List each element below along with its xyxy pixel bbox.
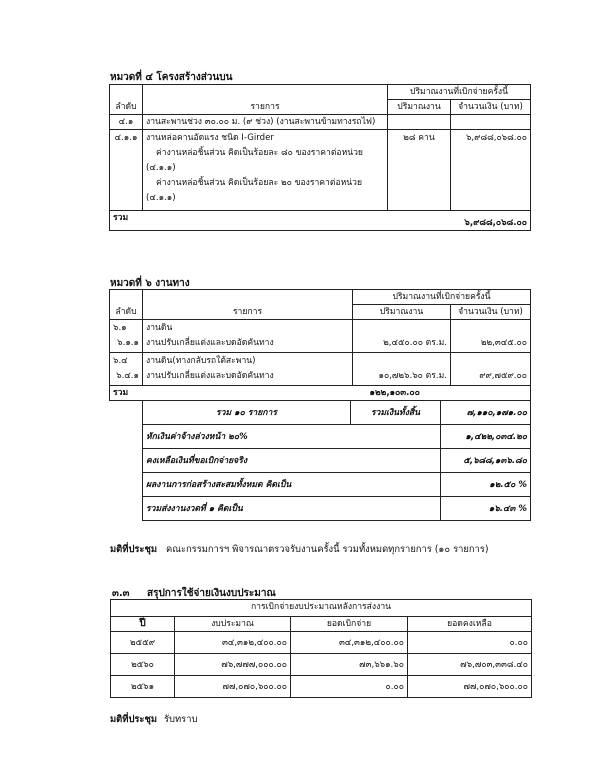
col-year-header: ปี	[111, 617, 175, 632]
col-remain-header: ยอดคงเหลือ	[408, 617, 532, 632]
col-amount-header: จำนวนเงิน (บาท)	[451, 100, 531, 115]
section6-table	[109, 289, 531, 401]
section4-title: หมวดที่ ๔ โครงสร้างส่วนบน	[110, 72, 233, 83]
table-total-row: รวม ๖,๙๘๘,๐๖๘.๐๐	[110, 211, 531, 231]
resolution-2: มติที่ประชุม รับทราบ	[110, 714, 198, 725]
table-row: ๒๕๕๙ ๓๔,๓๑๒,๔๐๐.๐๐ ๓๔,๓๑๒,๔๐๐.๐๐ ๐.๐๐	[111, 632, 532, 654]
col-no-header: ลำดับ	[110, 100, 143, 115]
summary-table	[142, 400, 531, 521]
summary-row: รวม ๑๐ รายการ รวมเงินทั้งสิ้น ๗,๑๑๐,๑๗๑.๐๐	[143, 401, 531, 425]
col-qty-header: ปริมาณงาน	[388, 100, 451, 115]
col-spent-header: ยอดเบิกจ่าย	[291, 617, 408, 632]
summary-row: รวมส่งงานงวดที่ ๑ คิดเป็น ๑๖.๔๓ %	[143, 497, 531, 521]
table-total-row: รวม ๑๒๒,๑๐๓.๐๐	[110, 386, 531, 401]
table-row: ๒๕๖๑ ๗๗,๐๗๐,๖๐๐.๐๐ ๐.๐๐ ๗๗,๐๗๐,๖๐๐.๐๐	[111, 676, 532, 698]
resolution-1: มติที่ประชุม คณะกรรมการฯ พิจารณาตรวจรับงานครั้งนี้ รวมทั้งหมดทุกรายการ (๑๐ รายการ)	[110, 544, 489, 555]
budget-section-heading: ๓.๓ สรุปการใช้จ่ายเงินงบประมาณ	[112, 588, 276, 599]
col-qty-header: ปริมาณงาน	[353, 305, 451, 320]
budget-group-header: การเบิกจ่ายงบประมาณหลังการส่งงาน	[111, 600, 532, 617]
section6-title: หมวดที่ ๖ งานทาง	[110, 278, 190, 289]
qty-group-header: ปริมาณงานที่เบิกจ่ายครั้งนี้	[353, 290, 531, 305]
budget-table	[110, 599, 532, 698]
col-item-header: รายการ	[143, 100, 388, 115]
summary-row: ผลงานการก่อสร้างสะสมทั้งหมด คิดเป็น ๑๒.๕๐ %	[143, 473, 531, 497]
table-row: ๔.๑.๑ งานหล่อคานอัดแรง ชนิด I-Girder ค่างานหล่อชิ้นส่วน คิดเป็นร้อยละ ๘๐ ของราคาต่อหน่วย (๔.๑.๑) ค่างานหล่อชิ้นส่วน คิดเป็นร้อยละ ๒๐ ของราคาต่อหน่วย (๔.๑.๑) ๒๘ คาน ๖,๙๘๘,๐๖๘.๐๐	[110, 130, 531, 211]
col-budget-header: งบประมาณ	[175, 617, 291, 632]
table-row: ๖.๑ ๖.๑.๑ งานดิน งานปรับเกลี่ยแต่งและบดอัดคันทาง ๒,๔๕๐.๐๐ ตร.ม. ๒๒,๓๔๕.๐๐	[110, 320, 531, 353]
table-row: ๖.๔ ๖.๔.๑ งานดิน(ทางกลับรถใต้สะพาน) งานปรับเกลี่ยแต่งและบดอัดคันทาง ๑๐,๗๒๖.๖๐ ตร.ม. ๙๙,๗๕๙.๐๐	[110, 353, 531, 386]
section4-table	[109, 84, 531, 231]
col-amount-header: จำนวนเงิน (บาท)	[451, 305, 531, 320]
qty-group-header: ปริมาณงานที่เบิกจ่ายครั้งนี้	[388, 85, 531, 100]
table-row: ๔.๑ งานสะพานช่วง ๓๐.๐๐ ม. (๙ ช่วง) (งานสะพานข้ามทางรถไฟ)	[110, 115, 531, 130]
table-row: ๒๕๖๐ ๗๖,๗๗๗,๐๐๐.๐๐ ๗๓,๖๖๑.๖๐ ๗๖,๗๐๓,๓๓๘.๔๐	[111, 654, 532, 676]
summary-row: คงเหลือเงินที่ขอเบิกจ่ายจริง ๕,๖๘๘,๑๓๖.๘๐	[143, 449, 531, 473]
col-no-header: ลำดับ	[110, 305, 143, 320]
summary-row: หักเงินค่าจ้างล่วงหน้า ๒๐% ๑,๔๒๒,๐๓๔.๒๐	[143, 425, 531, 449]
col-item-header: รายการ	[143, 305, 353, 320]
